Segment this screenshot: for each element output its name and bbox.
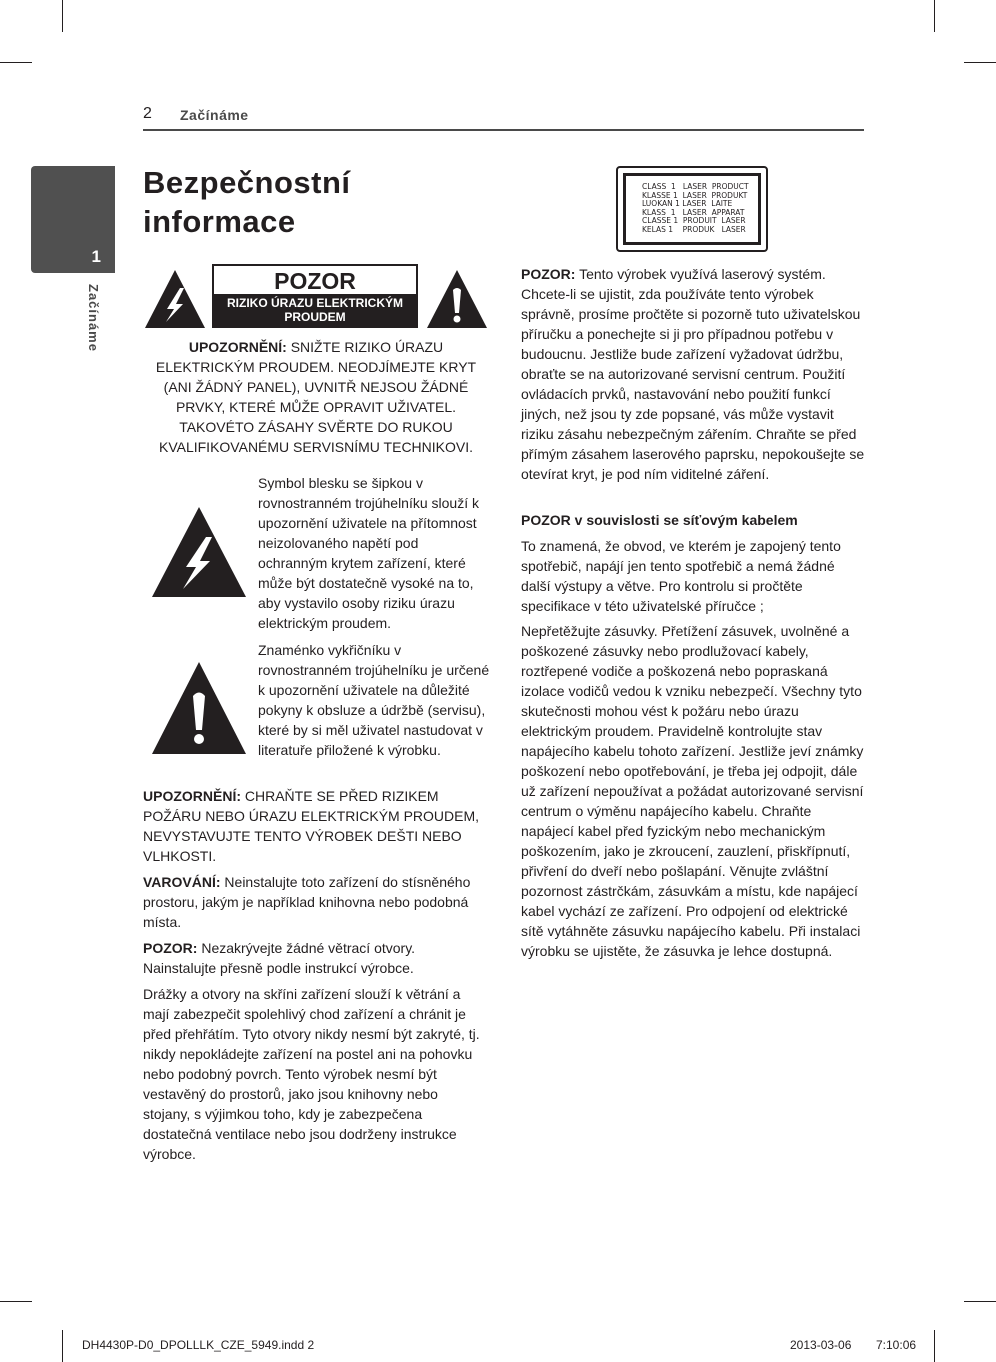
footer-time: 7:10:06 <box>876 1338 917 1352</box>
shock-warning <box>143 337 489 457</box>
crop-mark <box>964 1301 996 1302</box>
page-title <box>143 163 443 241</box>
cable-paragraph: To znamená, že obvod, ve kterém je zapojený tento spotřebič, napájí jen tento spotřebič a nemá žádné další výstupy a větve. Pro kontrolu si pročtěte specifikace v této uživatelské příručce ; <box>521 538 841 614</box>
exclamation-triangle-icon <box>150 660 248 756</box>
caution-box <box>212 264 418 328</box>
crop-mark <box>934 0 935 32</box>
varovani-text: Neinstalujte toto zařízení do stísněného prostoru, jakým je například knihovna nebo podobná místa. <box>143 874 471 930</box>
header-rule <box>143 129 864 131</box>
crop-mark <box>0 62 32 63</box>
chapter-tab <box>31 166 115 273</box>
warning-symbol-row <box>143 264 489 330</box>
crop-mark <box>62 1330 63 1362</box>
fire-text: CHRAŇTE SE PŘED RIZIKEM POŽÁRU NEBO ÚRAZU ELEKTRICKÝM PROUDEM, NEVYSTAVUJTE TENTO VÝROBEK DEŠTI NEBO VLHKOSTI. <box>143 788 480 864</box>
page-title-line: informace <box>143 204 296 239</box>
crop-mark <box>964 62 996 63</box>
lightning-triangle-icon <box>150 505 248 599</box>
laser-caution <box>521 264 866 484</box>
crop-mark <box>0 1301 32 1302</box>
laser-lead: POZOR: <box>521 266 576 282</box>
warning-text: SNIŽTE RIZIKO ÚRAZU ELEKTRICKÝM PROUDEM. NEODJÍMEJTE KRYT (ANI ŽÁDNÝ PANEL), UVNITŘ NEJSOU ŽÁDNÉ PRVKY, KTERÉ MŮŽE OPRAVIT UŽIVATEL. TAKOVÉTO ZÁSAHY SVĚRTE DO RUKOU KVALIFIKOVANÉMU SERVISNÍMU TECHNIKOVI. <box>155 339 477 455</box>
page-number: 2 <box>143 105 152 122</box>
pozor-lead: POZOR: <box>143 940 198 956</box>
caution-title: POZOR <box>274 268 356 294</box>
fire-lead: UPOZORNĚNÍ: <box>143 788 241 804</box>
ventilation-paragraph: Drážky a otvory na skříni zařízení slouží k větrání a mají zabezpečit spolehlivý chod zařízení a chránit je před přehřátím. Tyto otvory nikdy nesmí být zakryté, tj. nikdy nepokládejte zařízení na postel ani na pohovku nebo podobný povrch. Tento výrobek nesmí být vestavěný do prostorů, jako jsou knihovny nebo stojany, s výjimkou toho, kdy je zabezpečena dostatečná ventilace nebo jsou dodrženy instrukce výrobce. <box>143 986 480 1162</box>
lightning-triangle-icon <box>143 268 207 330</box>
varovani-lead: VAROVÁNÍ: <box>143 874 221 890</box>
pozor-text: Nezakrývejte žádné větrací otvory. Nainstalujte přesně podle instrukcí výrobce. <box>143 940 416 976</box>
laser-class-label <box>616 166 768 252</box>
warning-lead: UPOZORNĚNÍ: <box>188 339 287 355</box>
cable-heading: POZOR v souvislosti se síťovým kabelem <box>521 512 798 528</box>
running-header: Začínáme <box>180 107 249 123</box>
pozor-paragraph <box>143 938 489 978</box>
footer-date: 2013-03-06 <box>790 1338 852 1352</box>
laser-class-text: CLASS 1 LASER PRODUCT KLASSE 1 LASER PRODUKT LUOKAN 1 LASER LAITE KLASS 1 LASER APPARAT CLASSE 1 PRODUIT LASER KELAS 1 PRODUK LASER <box>623 173 761 245</box>
exclamation-description: Znaménko vykřičníku v rovnostranném trojúhelníku je určené k upozornění uživatele na důležité pokyny k obsluze a údržbě (servisu), které by si měl uživatel nastudovat v literatuře přiložené k výrobku. <box>258 642 490 758</box>
crop-mark <box>62 0 63 32</box>
caution-subtitle-line: PROUDEM <box>284 310 346 324</box>
varovani-paragraph <box>143 872 489 932</box>
fire-warning <box>143 786 489 866</box>
page-title-line: Bezpečnostní <box>143 165 351 200</box>
exclamation-triangle-icon <box>425 268 489 330</box>
overload-paragraph: Nepřetěžujte zásuvky. Přetížení zásuvek, uvolněné a poškozené zásuvky nebo prodlužovací kabely, roztřepené vodiče a poškozená nebo popraskaná izolace vodičů vedou k vzniku nebezpečí. Všechny tyto skutečnosti mohou vést k požáru nebo úrazu elektrickým proudem. Pravidelně kontrolujte stav napájecího kabelu tohoto zařízení. Jestliže jeví známky poškození nebo opotřebování, je třeba jej odpojit, dále už zařízení nepoužívat a požádat autorizované servisní centrum o výměnu napájecího kabelu. Chraňte napájecí kabel před fyzickým nebo mechanickým poškozením, jako je zkroucení, zauzlení, přiskřípnutí, přivření do dveří nebo pošlapání. Věnujte zvláštní pozornost zástrčkám, zásuvkám a místu, kde napájecí kabel vychází ze zařízení. Pro odpojení od elektrické sítě vytáhněte zásuvku napájecího kabelu. Při instalaci výrobku se ujistěte, že zásuvka je lehce dostupná. <box>521 623 864 959</box>
caution-subtitle-line: RIZIKO ÚRAZU ELEKTRICKÝM <box>227 296 403 310</box>
footer-file: DH4430P-D0_DPOLLLK_CZE_5949.indd 2 <box>82 1338 315 1352</box>
chapter-label: Začínáme <box>86 284 101 352</box>
caution-subtitle <box>214 294 416 326</box>
chapter-number: 1 <box>91 247 101 266</box>
laser-text: Tento výrobek využívá laserový systém. Chcete-li se ujistit, zda používáte tento výrobek správně, prosíme pročtěte si pozorně tuto uživatelskou příručku a ponechejte si ji pro případnou potřebu v budoucnu. Jestliže bude zařízení vyžadovat údržbu, obraťte se na autorizované servisní centrum. Použití ovládacích prvků, nastavování nebo použití funkcí jiných, než jsou ty zde popsané, vás může vystavit riziku zásahu nebezpečným zářením. Chraňte se před přímým zásahem laserového paprsku, nepokoušejte se otevírat kryt, je pod ním viditelné záření. <box>521 266 865 482</box>
crop-mark <box>934 1330 935 1362</box>
lightning-description: Symbol blesku se šipkou v rovnostranném trojúhelníku slouží k upozornění uživatele na přítomnost neizolovaného napětí pod ochranným krytem zařízení, které může být dostatečně vysoké na to, aby vystavilo osoby riziku úrazu elektrickým proudem. <box>258 475 479 631</box>
